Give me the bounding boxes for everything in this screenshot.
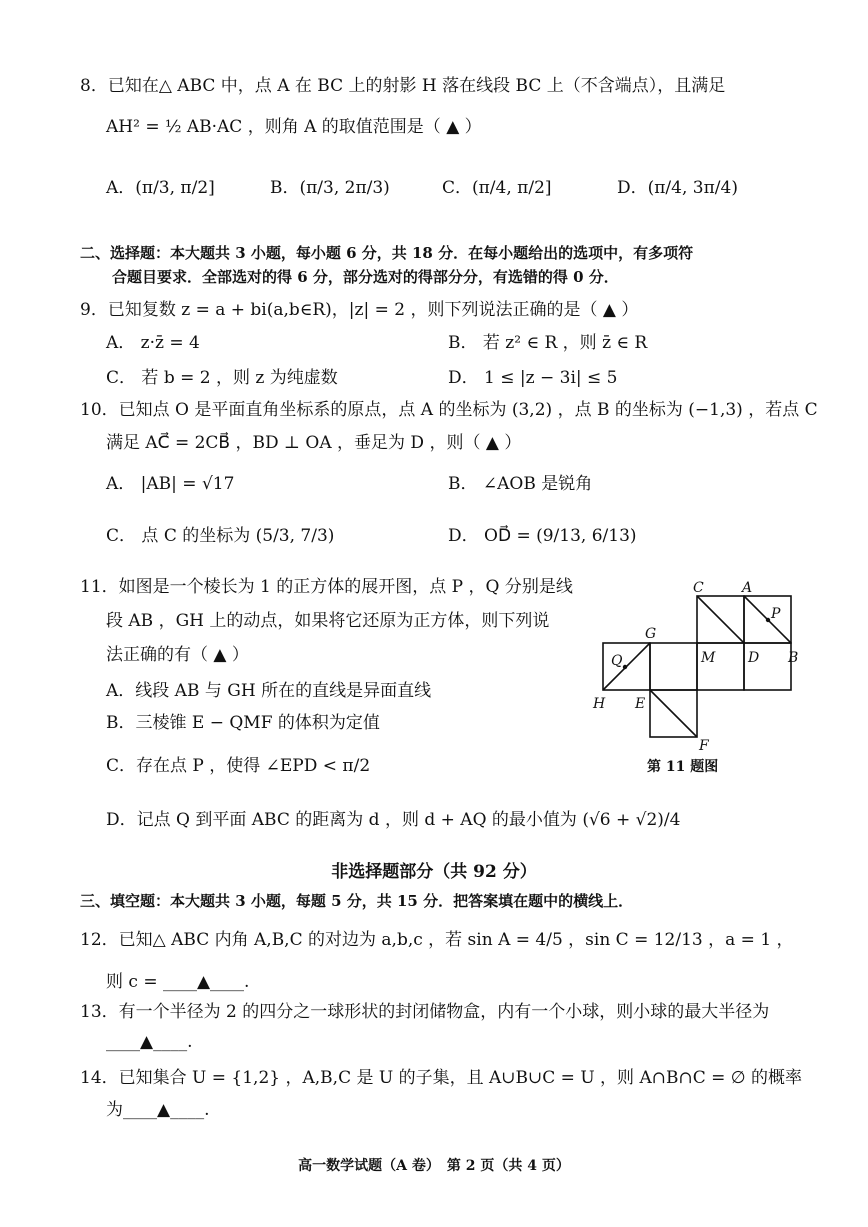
q10-option-a: A． |AB| = √17	[106, 474, 235, 494]
q13-stem: 13．有一个半径为 2 的四分之一球形状的封闭储物盒，内有一个小球，则小球的最大半径为	[80, 1002, 770, 1022]
q10-stem-line2: 满足 AC⃗ = 2CB⃗ ，BD ⊥ OA ，垂足为 D ，则（ ▲ ）	[106, 433, 522, 453]
section2-line2: 合题目要求．全部选对的得 6 分，部分选对的得部分分，有选错的得 0 分．	[112, 268, 619, 286]
part2-title: 非选择题部分（共 92 分）	[331, 862, 537, 882]
q8-stem-line1: 8．已知在△ ABC 中，点 A 在 BC 上的射影 H 落在线段 BC 上（不含端点），且满足	[80, 76, 726, 96]
fig-label-e: E	[635, 696, 646, 712]
q11-stem-line1: 11．如图是一个棱长为 1 的正方体的展开图，点 P ，Q 分别是线	[80, 577, 573, 597]
fig-label-f: F	[699, 738, 709, 754]
q14-stem: 14．已知集合 U = {1,2} ，A,B,C 是 U 的子集，且 A∪B∪C = U ，则 A∩B∩C = ∅ 的概率	[80, 1068, 802, 1088]
q11-option-c: C．存在点 P ，使得 ∠EPD < π/2	[106, 756, 371, 776]
q14-answer-blank: 为____▲____.	[106, 1100, 210, 1120]
q11-option-b: B．三棱锥 E − QMF 的体积为定值	[106, 713, 380, 733]
q8-option-b: B．(π/3, 2π/3)	[270, 178, 390, 198]
q12-answer-blank: 则 c = ____▲____.	[106, 972, 250, 992]
q12-stem: 12．已知△ ABC 内角 A,B,C 的对边为 a,b,c ，若 sin A = 4/5 ，sin C = 12/13 ，a = 1 ，	[80, 930, 794, 950]
q9-option-d: D． 1 ≤ |z − 3i| ≤ 5	[448, 368, 618, 388]
q8-stem-line2: AH² = ½ AB·AC ，则角 A 的取值范围是（ ▲ ）	[106, 117, 482, 137]
fig-label-a: A	[742, 580, 753, 596]
fig-label-g: G	[645, 626, 657, 642]
fig-label-m: M	[701, 650, 716, 666]
q8-option-c: C．(π/4, π/2]	[442, 178, 552, 198]
fig-label-b: B	[788, 650, 799, 666]
q10-stem-line1: 10．已知点 O 是平面直角坐标系的原点，点 A 的坐标为 (3,2) ，点 B 的坐标为 (−1,3) ，若点 C	[80, 400, 818, 420]
fig-label-d: D	[748, 650, 760, 666]
q11-stem-line3: 法正确的有（ ▲ ）	[106, 645, 249, 665]
q8-option-a: A．(π/3, π/2]	[106, 178, 215, 198]
q9-option-b: B． 若 z² ∈ R ，则 z̄ ∈ R	[448, 333, 648, 353]
q11-option-d: D．记点 Q 到平面 ABC 的距离为 d ，则 d + AQ 的最小值为 (√6 + √2)/4	[106, 810, 681, 830]
q8-option-d: D．(π/4, 3π/4)	[617, 178, 738, 198]
q10-option-d: D． OD⃗ = (9/13, 6/13)	[448, 526, 637, 546]
q11-option-a: A．线段 AB 与 GH 所在的直线是异面直线	[106, 681, 432, 701]
page-footer: 高一数学试题（A 卷） 第 2 页（共 4 页）	[298, 1158, 570, 1174]
q9-stem: 9．已知复数 z = a + bi(a,b∈R)，|z| = 2 ，则下列说法正确的是（ ▲ ）	[80, 300, 639, 320]
figure-caption: 第 11 题图	[647, 759, 719, 775]
q10-option-b: B． ∠AOB 是锐角	[448, 474, 593, 494]
q9-option-c: C． 若 b = 2 ，则 z 为纯虚数	[106, 368, 338, 388]
fig-label-c: C	[693, 580, 704, 596]
cube-net-figure	[585, 578, 810, 754]
q10-option-c: C． 点 C 的坐标为 (5/3, 7/3)	[106, 526, 335, 546]
section3-heading: 三、填空题：本大题共 3 小题，每题 5 分，共 15 分．把答案填在题中的横线上．	[80, 892, 634, 910]
fig-label-h: H	[593, 696, 606, 712]
fig-label-p: P	[771, 606, 781, 622]
q11-stem-line2: 段 AB ，GH 上的动点，如果将它还原为正方体，则下列说	[106, 611, 550, 631]
q9-option-a: A． z·z̄ = 4	[106, 333, 200, 353]
section2-line1: 二、选择题：本大题共 3 小题，每小题 6 分，共 18 分．在每小题给出的选项中，有多项符	[80, 244, 694, 262]
fig-label-q: Q	[611, 653, 623, 669]
q13-answer-blank: ____▲____.	[106, 1032, 193, 1052]
